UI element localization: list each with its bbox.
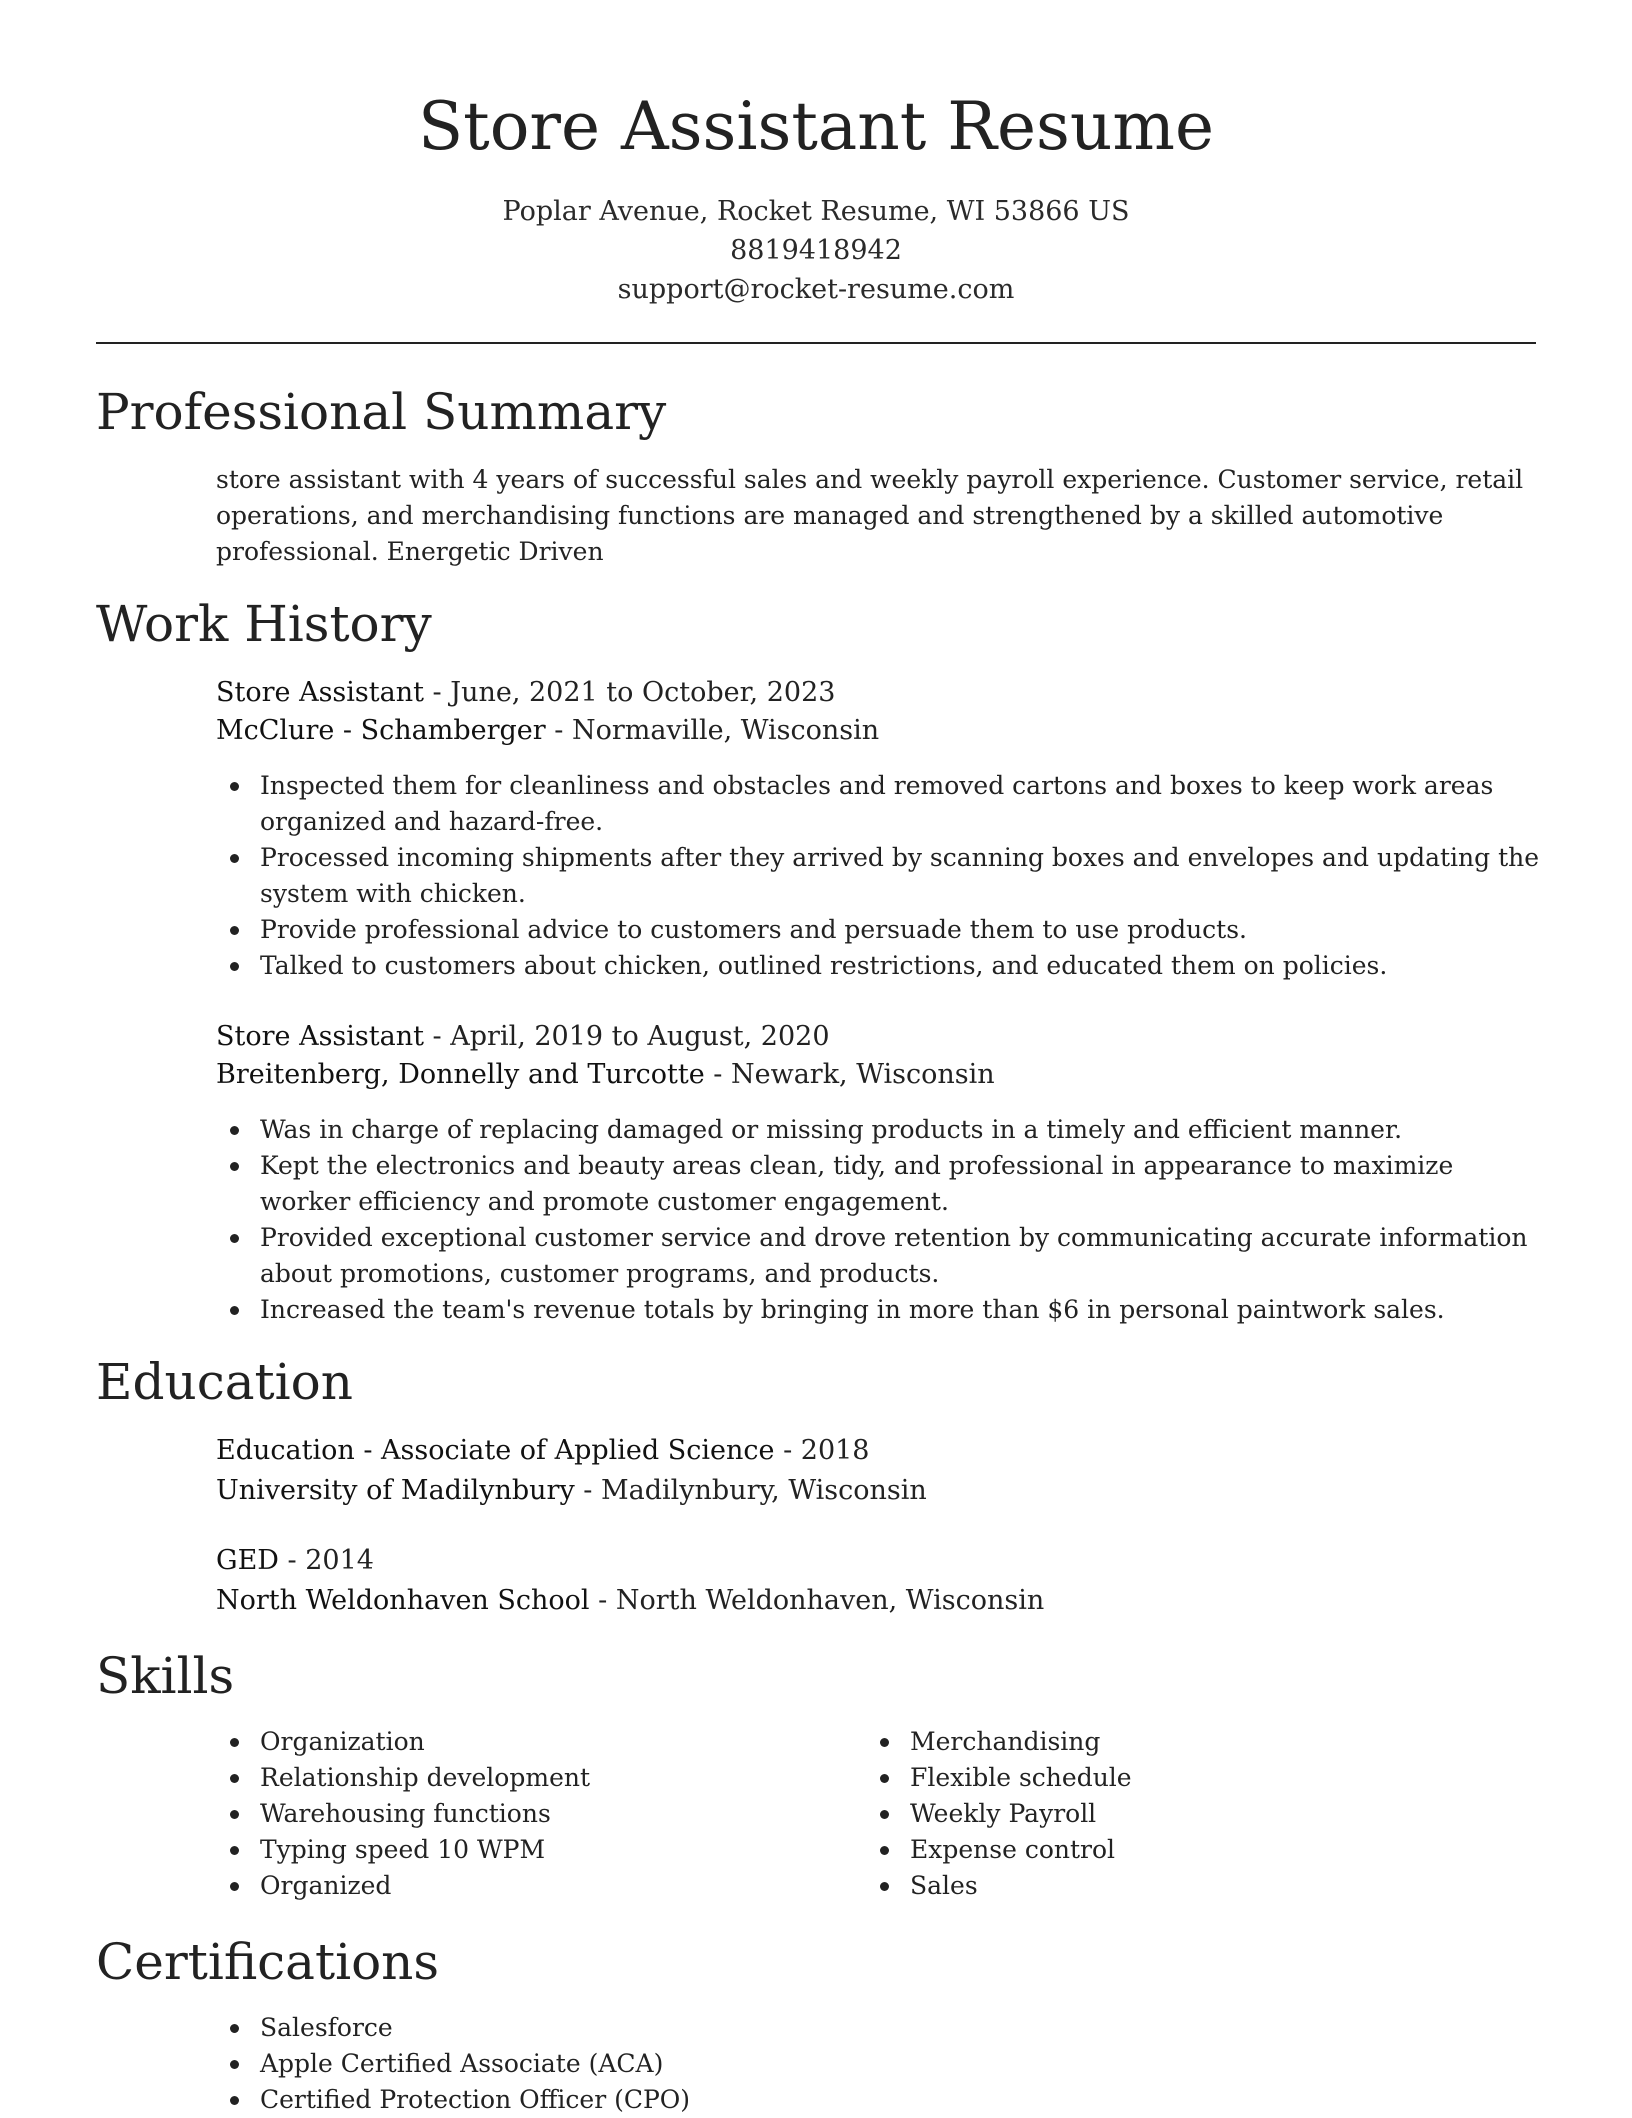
job-2-employer-line (216, 1056, 995, 1094)
job-1-title: Store Assistant (216, 677, 424, 708)
education-1-location: - Madilynbury, Wisconsin (574, 1475, 927, 1506)
job-1-dates: - June, 2021 to October, 2023 (423, 677, 836, 708)
list-item: Kept the electronics and beauty areas clean, tidy, and professional in appearance to maximize worker efficiency and promote customer engagement. (216, 1148, 1546, 1220)
contact-email: support@rocket-resume.com (617, 274, 1015, 305)
job-1-employer-line (216, 712, 879, 750)
education-1-school: University of Madilynbury (216, 1475, 575, 1506)
resume-title: Store Assistant Resume (417, 88, 1215, 165)
job-2-title-line (216, 1018, 830, 1056)
education-2-degree-line (216, 1542, 374, 1580)
certifications-list (216, 2010, 1546, 2118)
education-1-degree: Education - Associate of Applied Science (216, 1435, 775, 1466)
job-2-bullets (216, 1112, 1546, 1328)
list-item: Relationship development (216, 1760, 856, 1796)
list-item: Weekly Payroll (866, 1796, 1506, 1832)
contact-address: Poplar Avenue, Rocket Resume, WI 53866 US (502, 196, 1130, 227)
work-history-heading: Work History (96, 595, 432, 653)
contact-block (0, 192, 1632, 309)
job-2-employer: Breitenberg, Donnelly and Turcotte (216, 1059, 705, 1090)
list-item: Provided exceptional customer service and drove retention by communicating accurate information about promotions, customer programs, and products. (216, 1220, 1546, 1292)
list-item: Processed incoming shipments after they arrived by scanning boxes and envelopes and updating the system with chicken. (216, 840, 1546, 912)
header-divider (96, 342, 1536, 344)
job-1-location: - Normaville, Wisconsin (545, 715, 880, 746)
summary-text: store assistant with 4 years of successful sales and weekly payroll experience. Customer service, retail operations, and merchandising functions are managed and strengthened by a skilled automotive professional. Energetic Driven (216, 465, 1524, 566)
list-item: Flexible schedule (866, 1760, 1506, 1796)
list-item: Organization (216, 1724, 856, 1760)
list-item: Apple Certified Associate (ACA) (216, 2046, 1546, 2082)
contact-phone: 8819418942 (730, 235, 902, 266)
education-2-school-line (216, 1582, 1044, 1620)
education-heading: Education (96, 1353, 353, 1411)
certifications-heading: Certifications (96, 1933, 440, 1991)
education-2-school: North Weldonhaven School (216, 1585, 590, 1616)
job-1-title-line (216, 674, 835, 712)
list-item: Merchandising (866, 1724, 1506, 1760)
job-2-dates: - April, 2019 to August, 2020 (423, 1021, 830, 1052)
education-2-degree: GED (216, 1545, 279, 1576)
education-2-year: - 2014 (278, 1545, 374, 1576)
summary-heading: Professional Summary (96, 383, 667, 441)
skills-heading: Skills (96, 1647, 235, 1705)
skills-list-left (216, 1724, 856, 1904)
education-2-location: - North Weldonhaven, Wisconsin (589, 1585, 1045, 1616)
job-2-title: Store Assistant (216, 1021, 424, 1052)
list-item: Warehousing functions (216, 1796, 856, 1832)
list-item: Organized (216, 1868, 856, 1904)
education-1-degree-line (216, 1432, 870, 1470)
education-1-year: - 2018 (774, 1435, 870, 1466)
job-1-employer: McClure - Schamberger (216, 715, 546, 746)
list-item: Provide professional advice to customers and persuade them to use products. (216, 912, 1546, 948)
list-item: Sales (866, 1868, 1506, 1904)
list-item: Was in charge of replacing damaged or missing products in a timely and efficient manner. (216, 1112, 1546, 1148)
education-1-school-line (216, 1472, 927, 1510)
list-item: Inspected them for cleanliness and obstacles and removed cartons and boxes to keep work areas organized and hazard-free. (216, 768, 1546, 840)
skills-list-right (866, 1724, 1506, 1904)
list-item: Talked to customers about chicken, outlined restrictions, and educated them on policies. (216, 948, 1546, 984)
job-1-bullets (216, 768, 1546, 984)
list-item: Expense control (866, 1832, 1506, 1868)
list-item: Salesforce (216, 2010, 1546, 2046)
list-item: Increased the team's revenue totals by bringing in more than $6 in personal paintwork sales. (216, 1292, 1546, 1328)
job-2-location: - Newark, Wisconsin (704, 1059, 995, 1090)
list-item: Certified Protection Officer (CPO) (216, 2082, 1546, 2118)
list-item: Typing speed 10 WPM (216, 1832, 856, 1868)
